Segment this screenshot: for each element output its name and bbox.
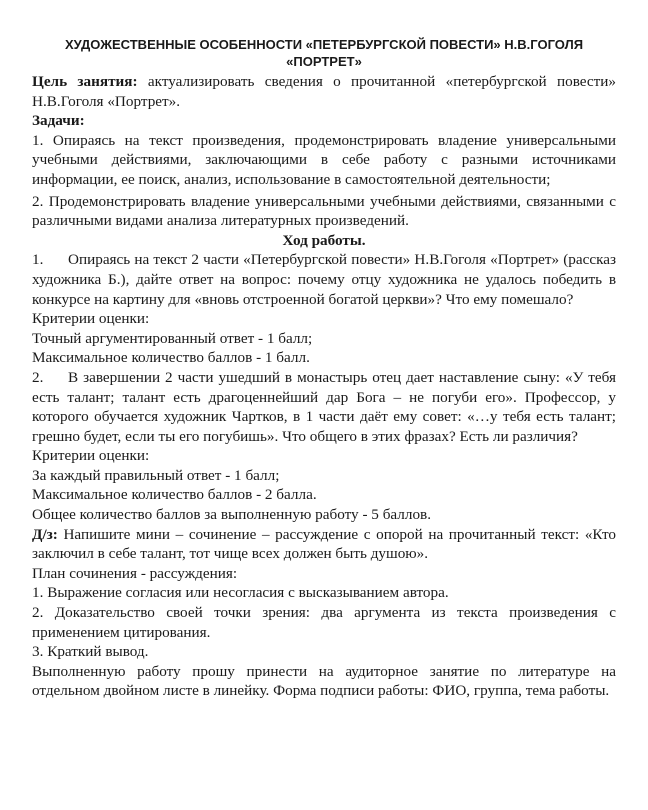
question-1 [32,250,616,309]
task-item-1: 1. Опираясь на текст произведения, продемонстрировать владение универсальными учебными действиями, заключающими в себе работу с разными источниками информации, ее поиск, анализ, использование в самостоятельной деятельности; [32,131,616,188]
homework-text: Напишите мини – сочинение – рассуждение с опорой на прочитанный текст: «Кто заключил в себе талант, тот чище всех должен быть душою». [32,525,616,563]
question-1-text: Опираясь на текст 2 части «Петербургской повести» Н.В.Гоголя «Портрет» (рассказ художника Б.), дайте ответ на вопрос: почему отцу художника не удалось победить в конкурсе на картину для «вновь отстроенной богатой церкви»? Что ему помешало? [32,251,616,308]
question-2 [32,368,616,446]
plan-item-2: 2. Доказательство своей точки зрения: два аргумента из текста произведения с применением цитирования. [32,604,616,641]
task-item-2: 2. Продемонстрировать владение универсальными учебными действиями, связанными с различными видами анализа литературных произведений. [32,192,616,230]
goal-label: Цель занятия: [32,73,138,90]
question-1-number: 1. [32,251,44,269]
goal-paragraph [32,72,616,111]
q1-criteria-item: Точный аргументированный ответ - 1 балл; [32,329,313,347]
plan-label: План сочинения - рассуждения: [32,564,238,582]
document-title: ХУДОЖЕСТВЕННЫЕ ОСОБЕННОСТИ «ПЕТЕРБУРГСКОЙ ПОВЕСТИ» Н.В.ГОГОЛЯ «ПОРТРЕТ» [64,37,584,69]
q2-criteria-label: Критерии оценки: [32,447,150,465]
homework-label: Д/з: [32,525,58,543]
closing-paragraph: Выполненную работу прошу принести на аудиторное занятие по литературе на отдельном двойном листе в линейку. Форма подписи работы: ФИО, группа, тема работы. [32,662,616,700]
total-score: Общее количество баллов за выполненную работу - 5 баллов. [32,506,432,524]
tasks-label: Задачи: [32,112,85,130]
question-2-number: 2. [32,368,44,386]
q1-criteria-label: Критерии оценки: [32,310,150,328]
question-2-text: В завершении 2 части ушедший в монастырь отец дает наставление сыну: «У тебя есть талант; талант есть драгоценнейший дар Бога – не погуби его». Профессор, у которого обучается художник Чартков, в 1 части даёт ему совет: «…у тебя есть талант; грешно будет, если ты его погубишь». Что общего в этих фразах? Есть ли различия? [32,368,616,445]
plan-item-1: 1. Выражение согласия или несогласия с высказыванием автора. [32,584,449,602]
homework-paragraph [32,525,616,564]
q2-criteria-item: За каждый правильный ответ - 1 балл; [32,466,280,484]
q1-criteria-item: Максимальное количество баллов - 1 балл. [32,349,310,367]
progress-heading: Ход работы. [282,231,366,249]
goal-text: актуализировать сведения о прочитанной «петербургской повести» Н.В.Гоголя «Портрет». [32,73,617,110]
plan-item-3: 3. Краткий вывод. [32,643,149,661]
q2-criteria-item: Максимальное количество баллов - 2 балла. [32,486,317,504]
